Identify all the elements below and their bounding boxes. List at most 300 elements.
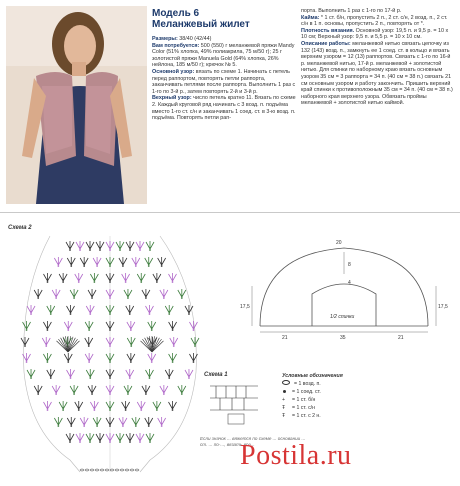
stitch-fan: [42, 337, 50, 345]
stitch-fan: [178, 289, 186, 297]
text-paragraph: [152, 95, 296, 121]
stitch-dot: [109, 409, 111, 411]
stitch-fan: [127, 353, 135, 361]
stitch-fan: [76, 433, 84, 441]
stitch-dot: [47, 329, 49, 331]
stitch-dot: [93, 409, 95, 411]
stitch-fan: [160, 289, 168, 297]
schematic-height-right: 17,5: [438, 304, 448, 310]
stitch-dot: [109, 441, 111, 443]
stitch-fan: [85, 337, 93, 345]
stitch-fan: [153, 401, 161, 409]
stitch-fan: [106, 241, 114, 249]
stitch-dot: [89, 441, 91, 443]
paragraph-label: Вехрный узор:: [152, 95, 192, 102]
watermark-text: Postila.ru: [240, 440, 352, 471]
stitch-dot: [30, 377, 32, 379]
stitch-fan: [27, 369, 35, 377]
stitch-dot: [148, 265, 150, 267]
stitch-dot: [129, 441, 131, 443]
stitch-fan: [146, 241, 154, 249]
stitch-fan: [66, 241, 74, 249]
shell-stitch: [152, 339, 162, 352]
stitch-dot: [135, 265, 137, 267]
stitch-dot: [89, 249, 91, 251]
paragraph-text: порта. Выполнить 1 раз с 1-го по 17-й р.: [301, 8, 402, 14]
text-paragraph: [152, 69, 296, 95]
paragraph-text: 38/40 (42/44): [177, 36, 212, 42]
stitch-dot: [145, 393, 147, 395]
stitch-fan: [93, 417, 101, 425]
stitch-dot: [79, 249, 81, 251]
stitch-dot: [109, 329, 111, 331]
stitch-dot: [172, 281, 174, 283]
stitch-dot: [70, 265, 72, 267]
chain-stitch: [125, 469, 129, 471]
stitch-dot: [181, 297, 183, 299]
stitch-dot: [26, 329, 28, 331]
schematic-center-label: 1/2 спинки: [330, 314, 355, 320]
legend-item: = 1 соед. ст.: [282, 388, 412, 396]
stitch-dot: [127, 297, 129, 299]
stitch-fan: [106, 353, 114, 361]
stitch-dot: [188, 377, 190, 379]
stitch-dot: [70, 425, 72, 427]
stitch-dot: [156, 281, 158, 283]
stitch-dot: [91, 297, 93, 299]
paragraph-text: Основной узор: 19,5 п. и 9,5 р. = 10 х 10 см; Верхный узор: 9,5 п. и 5,5 р. = 10 х 10 см.: [301, 27, 449, 41]
stitch-dot: [125, 409, 127, 411]
chain-stitch: [90, 469, 94, 471]
schematic-width-center: 35: [340, 335, 346, 341]
stitch-fan: [122, 273, 130, 281]
stitch-fan: [189, 321, 197, 329]
stitch-fan: [136, 241, 144, 249]
stitch-dot: [89, 313, 91, 315]
stitch-dot: [129, 377, 131, 379]
stitch-fan: [67, 257, 75, 265]
paragraph-label: Плотность вязания.: [301, 27, 355, 34]
stitch-fan: [86, 305, 94, 313]
stitch-dot: [88, 361, 90, 363]
stitch-fan: [96, 241, 104, 249]
stitch-dot: [172, 361, 174, 363]
chain-stitch: [135, 469, 139, 471]
stitch-fan: [70, 385, 78, 393]
stitch-dot: [99, 441, 101, 443]
stitch-dot: [109, 313, 111, 315]
stitch-dot: [149, 249, 151, 251]
stitch-dot: [122, 425, 124, 427]
legend: [282, 372, 412, 420]
stitch-fan: [52, 385, 60, 393]
stitch-fan: [170, 337, 178, 345]
stitch-dot: [109, 377, 111, 379]
stitch-dot: [99, 249, 101, 251]
stitch-fan: [106, 369, 114, 377]
stitch-fan: [106, 417, 114, 425]
stitch-dot: [57, 265, 59, 267]
stitch-fan: [59, 273, 67, 281]
stitch-fan: [85, 321, 93, 329]
stitch-dot: [78, 281, 80, 283]
stitch-fan: [96, 433, 104, 441]
legend-title: Условные обозначения: [282, 373, 343, 379]
text-paragraph: [301, 8, 453, 15]
stitch-fan: [153, 273, 161, 281]
stitch-fan: [67, 305, 75, 313]
stitch-dot: [145, 297, 147, 299]
stitch-fan: [145, 417, 153, 425]
chain-stitch: [120, 469, 124, 471]
stitch-dot: [139, 441, 141, 443]
stitch-dot: [109, 249, 111, 251]
stitch-fan: [34, 385, 42, 393]
stitch-fan: [80, 417, 88, 425]
stitch-fan: [132, 417, 140, 425]
stitch-dot: [163, 297, 165, 299]
stitch-dot: [161, 425, 163, 427]
stitch-dot: [93, 281, 95, 283]
stitch-dot: [173, 345, 175, 347]
scheme2-outline: [140, 236, 196, 472]
stitch-dot: [193, 361, 195, 363]
paragraph-text: меланжевой нитью связать цепочку из 132 (143) возд. п., замкнуть ее 1 соед. ст. в кольцо и вязать верхним узором = 12 (13) раппортов. Связать с 1-го по 16-й р. меланжевой нитью, 17-й р. меланжевой + золотистой нитью. Для спинки по наборному краю вязать основным узором 35 см = 3 раппорта = 34 п. (40 см = 38 п.) связать 21 см основным узором и работу закончить. Пришить верхний край спинки к противоположным 35 см = 34 п. (40 см = 38 п.) наборного края верхнего узора. Обвязать проймы меланжевой + золотистой нитью каймой.: [301, 40, 453, 107]
stitch-dot: [130, 329, 132, 331]
single-crochet-icon: +: [282, 397, 286, 403]
stitch-dot: [37, 297, 39, 299]
chain-stitch: [105, 469, 109, 471]
stitch-dot: [88, 345, 90, 347]
stitch-fan: [76, 241, 84, 249]
stitch-dot: [130, 361, 132, 363]
scheme2-outline: [24, 236, 80, 472]
stitch-dot: [70, 377, 72, 379]
stitch-dot: [47, 281, 49, 283]
text-paragraph: [152, 43, 296, 69]
stitch-fan: [23, 321, 31, 329]
stitch-fan: [165, 305, 173, 313]
stitch-fan: [90, 401, 98, 409]
stitch-dot: [24, 345, 26, 347]
stitch-dot: [129, 249, 131, 251]
chain-stitch: [85, 469, 89, 471]
text-paragraph: [301, 28, 453, 41]
stitch-dot: [88, 329, 90, 331]
stitch-fan: [142, 289, 150, 297]
stitch-fan: [75, 401, 83, 409]
stitch-fan: [119, 417, 127, 425]
stitch-dot: [47, 409, 49, 411]
stitch-dot: [163, 393, 165, 395]
paragraph-text: вязать по схеме 1. Начинать с петель перед раппортом, повторять петли раппорта, заканчивать петлями после раппорта. Выполнить 1 раз с 1-го по 3-й р., затем повторять 2-й и 3-й р.: [152, 68, 296, 95]
stitch-fan: [27, 305, 35, 313]
stitch-fan: [21, 337, 29, 345]
stitch-dot: [109, 393, 111, 395]
text-column-2: [301, 8, 453, 107]
stitch-dot: [172, 329, 174, 331]
stitch-fan: [119, 257, 127, 265]
stitch-dot: [193, 329, 195, 331]
stitch-fan: [90, 273, 98, 281]
stitch-fan: [145, 257, 153, 265]
stitch-dot: [79, 441, 81, 443]
stitch-dot: [181, 393, 183, 395]
stitch-dot: [109, 425, 111, 427]
stitch-fan: [158, 257, 166, 265]
stitch-dot: [168, 313, 170, 315]
stitch-fan: [178, 385, 186, 393]
text-paragraph: [152, 36, 296, 43]
stitch-fan: [132, 257, 140, 265]
stitch-dot: [149, 377, 151, 379]
text-column-1: [152, 36, 296, 122]
stitch-dot: [78, 409, 80, 411]
stitch-fan: [148, 321, 156, 329]
chain-stitch: [80, 469, 84, 471]
stitch-fan: [67, 417, 75, 425]
stitch-dot: [168, 377, 170, 379]
stitch-fan: [43, 353, 51, 361]
stitch-fan: [59, 401, 67, 409]
chain-stitch: [130, 469, 134, 471]
paragraph-label: Кайма:: [301, 14, 320, 21]
scheme1-diagram: [204, 380, 264, 432]
stitch-dot: [37, 393, 39, 395]
legend-item: = 1 возд. п.: [282, 380, 412, 388]
scheme1-title: Схема 1: [204, 372, 228, 378]
paragraph-text: число петель кратно 11. Вязать по схеме 2. Каждый круговой ряд начинать с 3 возд. п. подъёма вместо 1-го ст. с/н и заканчивать 1 соед. ст. в 3-ю возд. п. подъёма. Повторять петли рап-: [152, 95, 296, 122]
stitch-fan: [80, 257, 88, 265]
stitch-fan: [126, 305, 134, 313]
paragraph-label: Вам потребуется:: [152, 42, 200, 49]
stitch-dot: [47, 361, 49, 363]
stitch-fan: [106, 433, 114, 441]
stitch-fan: [66, 433, 74, 441]
chain-stitch: [115, 469, 119, 471]
legend-item: Ŧ = 1 ст. с/н: [282, 405, 315, 411]
stitch-dot: [55, 393, 57, 395]
stitch-fan: [64, 353, 72, 361]
stitch-fan: [146, 433, 154, 441]
legend-item: Ŧ = 1 ст. с 2 н.: [282, 413, 321, 419]
legend-item: + = 1 ст. б/н: [282, 397, 316, 403]
stitch-dot: [91, 393, 93, 395]
chain-stitch-icon: [282, 380, 290, 385]
stitch-dot: [194, 345, 196, 347]
stitch-dot: [67, 361, 69, 363]
stitch-dot: [151, 329, 153, 331]
stitch-dot: [62, 409, 64, 411]
stitch-dot: [151, 361, 153, 363]
model-photo: [6, 6, 147, 204]
stitch-fan: [44, 401, 52, 409]
stitch-dot: [70, 313, 72, 315]
stitch-fan: [145, 369, 153, 377]
stitch-dot: [109, 361, 111, 363]
stitch-fan: [126, 433, 134, 441]
stitch-dot: [125, 281, 127, 283]
stitch-fan: [93, 257, 101, 265]
stitch-fan: [127, 321, 135, 329]
stitch-fan: [54, 417, 62, 425]
text-paragraph: [301, 41, 453, 107]
stitch-dot: [109, 345, 111, 347]
stitch-fan: [126, 369, 134, 377]
slip-stitch-icon: [283, 390, 286, 393]
stitch-fan: [185, 369, 193, 377]
stitch-dot: [83, 265, 85, 267]
stitch-dot: [50, 377, 52, 379]
stitch-dot: [45, 345, 47, 347]
stitch-fan: [88, 289, 96, 297]
stitch-fan: [106, 337, 114, 345]
scheme2-diagram: [10, 232, 212, 482]
stitch-fan: [126, 241, 134, 249]
chain-stitch: [95, 469, 99, 471]
paragraph-label: Размеры:: [152, 36, 178, 42]
stitch-fan: [158, 417, 166, 425]
stitch-fan: [106, 289, 114, 297]
stitch-dot: [109, 281, 111, 283]
stitch-fan: [106, 321, 114, 329]
paragraph-text: * 1 ст. б/н, пропустить 2 п., 2 ст. с/н, 2 возд. п., 2 ст. с/н в 1 п. основы, пропустить 2 п., повторять от *.: [301, 14, 448, 28]
stitch-dot: [161, 265, 163, 267]
stitch-fan: [47, 305, 55, 313]
stitch-dot: [140, 409, 142, 411]
scheme2-title: Схема 2: [8, 225, 32, 231]
stitch-dot: [109, 297, 111, 299]
model-title: Модель 6: [152, 8, 200, 19]
stitch-dot: [140, 281, 142, 283]
stitch-dot: [62, 281, 64, 283]
stitch-dot: [73, 297, 75, 299]
stitch-dot: [149, 441, 151, 443]
stitch-fan: [64, 321, 72, 329]
stitch-fan: [75, 273, 83, 281]
stitch-dot: [172, 409, 174, 411]
stitch-dot: [148, 425, 150, 427]
stitch-dot: [122, 265, 124, 267]
stitch-fan: [145, 305, 153, 313]
stitch-dot: [69, 441, 71, 443]
stitch-fan: [169, 321, 177, 329]
stitch-fan: [34, 289, 42, 297]
stitch-fan: [137, 273, 145, 281]
stitch-dot: [156, 409, 158, 411]
stitch-dot: [30, 313, 32, 315]
stitch-dot: [109, 265, 111, 267]
stitch-fan: [85, 353, 93, 361]
paragraph-label: Описание работы:: [301, 40, 351, 47]
stitch-fan: [127, 337, 135, 345]
stitch-dot: [26, 361, 28, 363]
stitch-fan: [86, 433, 94, 441]
stitch-fan: [106, 401, 114, 409]
section-divider: [0, 212, 460, 213]
schematic-width-left: 21: [282, 335, 288, 341]
stitch-fan: [137, 401, 145, 409]
stitch-fan: [67, 369, 75, 377]
stitch-fan: [88, 385, 96, 393]
stitch-dot: [139, 249, 141, 251]
stitch-fan: [52, 289, 60, 297]
treble-crochet-icon: Ŧ: [282, 413, 286, 419]
text-paragraph: [301, 15, 453, 28]
scheme-note: Если значок ... вяжется по схеме ... основании ... ст. ... по-..., вязать все...: [200, 436, 306, 447]
back-schematic: [232, 226, 456, 354]
stitch-dot: [127, 393, 129, 395]
stitch-fan: [148, 353, 156, 361]
stitch-fan: [106, 385, 114, 393]
stitch-dot: [96, 265, 98, 267]
stitch-dot: [119, 249, 121, 251]
stitch-fan: [106, 273, 114, 281]
stitch-fan: [122, 401, 130, 409]
stitch-fan: [169, 401, 177, 409]
double-crochet-icon: Ŧ: [282, 405, 286, 411]
stitch-fan: [116, 433, 124, 441]
stitch-dot: [55, 297, 57, 299]
stitch-fan: [165, 369, 173, 377]
postila-watermark: [240, 440, 352, 472]
stitch-fan: [169, 273, 177, 281]
shell-stitch: [58, 339, 68, 352]
schematic-dim-top: 20: [336, 240, 342, 246]
chain-stitch: [100, 469, 104, 471]
stitch-fan: [54, 257, 62, 265]
stitch-dot: [73, 393, 75, 395]
schematic-top-value: 8: [348, 262, 351, 268]
stitch-fan: [136, 433, 144, 441]
stitch-dot: [135, 425, 137, 427]
stitch-dot: [149, 313, 151, 315]
stitch-fan: [124, 385, 132, 393]
stitch-fan: [43, 321, 51, 329]
stitch-fan: [86, 241, 94, 249]
model-photo-image: [6, 6, 147, 204]
chain-stitch: [110, 469, 114, 471]
stitch-dot: [83, 425, 85, 427]
schematic-width-right: 21: [398, 335, 404, 341]
stitch-fan: [124, 289, 132, 297]
stitch-dot: [129, 313, 131, 315]
stitch-fan: [86, 369, 94, 377]
stitch-fan: [106, 257, 114, 265]
stitch-fan: [116, 241, 124, 249]
stitch-dot: [130, 345, 132, 347]
stitch-fan: [191, 337, 199, 345]
stitch-dot: [69, 249, 71, 251]
model-heading: [152, 8, 250, 30]
stitch-fan: [106, 305, 114, 313]
stitch-fan: [70, 289, 78, 297]
paragraph-label: Основной узор:: [152, 68, 195, 75]
stitch-fan: [169, 353, 177, 361]
model-subtitle: Меланжевый жилет: [152, 19, 250, 30]
stitch-dot: [119, 441, 121, 443]
paragraph-text: 500 (550) г меланжевой пряжи Mandy Color (51% хлопка, 49% полиакрила, 75 м/50 г); 25 г золотистой пряжи Manuela Gold (64% хлопка, 26% нейлона, 185 м/50 г); крючок № 5.: [152, 42, 295, 69]
stitch-dot: [96, 425, 98, 427]
schematic-height-left: 17,5: [240, 304, 250, 310]
stitch-dot: [67, 329, 69, 331]
stitch-dot: [89, 377, 91, 379]
stitch-fan: [160, 385, 168, 393]
stitch-fan: [44, 273, 52, 281]
schematic-armhole-height: 4: [348, 280, 351, 286]
stitch-dot: [188, 313, 190, 315]
stitch-fan: [142, 385, 150, 393]
